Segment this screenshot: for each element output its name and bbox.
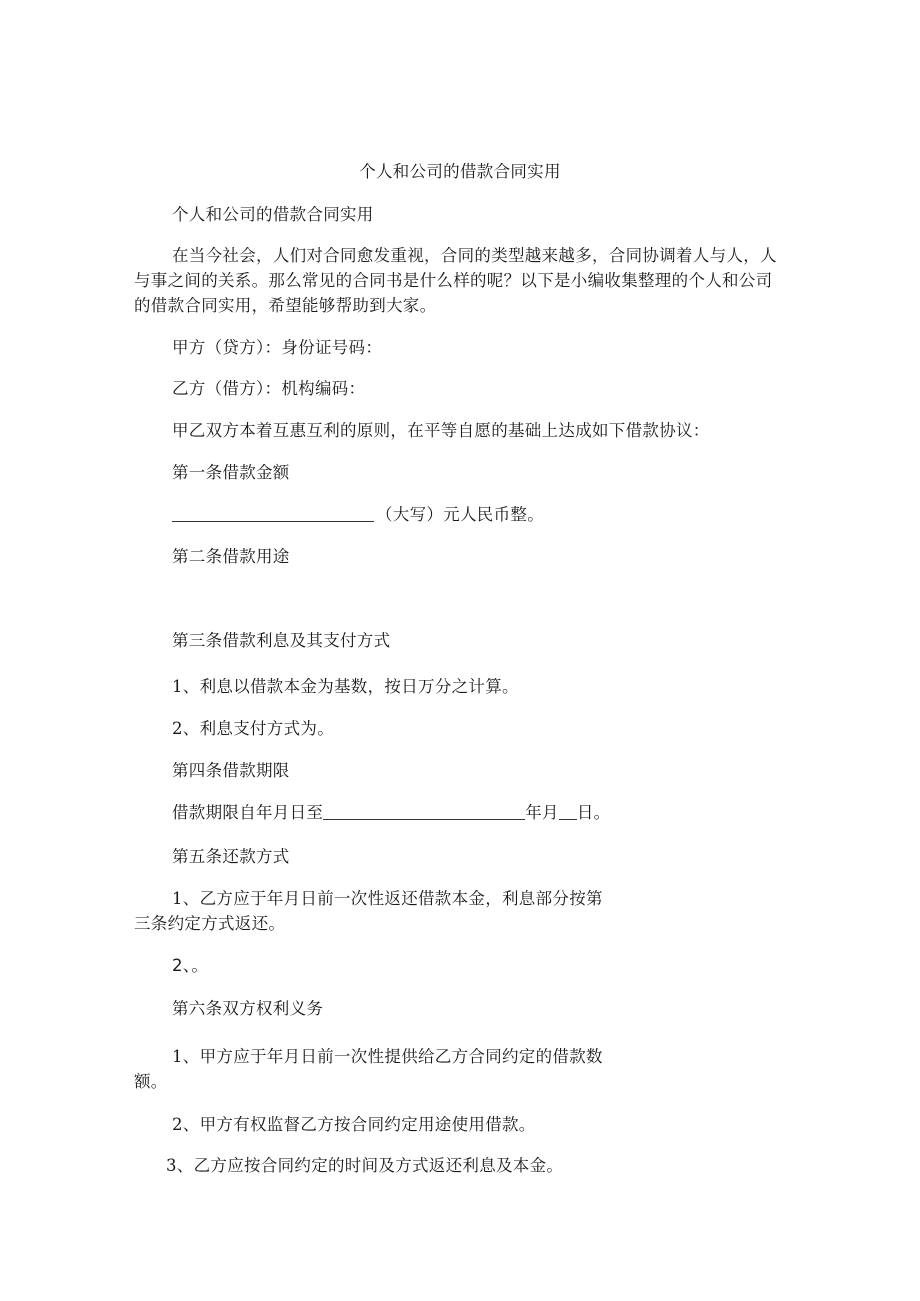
article-6-item-1-line-2: 额。 [134,1072,168,1091]
article-5-item-1-line-1: 1、乙方应于年月日前一次性返还借款本金，利息部分按第 [172,889,603,908]
term-mid: 年月 [525,803,559,822]
document-subtitle: 个人和公司的借款合同实用 [172,205,374,224]
article-4-heading: 第四条借款期限 [172,761,290,780]
amount-text: （大写）元人民币整。 [376,505,544,524]
amount-blank [172,505,374,522]
article-6-item-3: 3、乙方应按合同约定的时间及方式返还利息及本金。 [166,1156,564,1175]
article-3-item-1: 1、利息以借款本金为基数，按日万分之计算。 [172,677,519,696]
party-a-line: 甲方（贷方）：身份证号码： [172,338,383,357]
intro-line-1: 在当今社会，人们对合同愈发重视，合同的类型越来越多，合同协调着人与人，人 [172,246,777,265]
intro-line-2: 与事之间的关系。那么常见的合同书是什么样的呢？以下是小编收集整理的个人和公司 [134,271,773,290]
article-5-item-1-line-2: 三条约定方式返还。 [134,914,286,933]
article-5-item-2: 2、。 [172,956,209,975]
agreement-line: 甲乙双方本着互惠互利的原则，在平等自愿的基础上达成如下借款协议： [172,421,710,440]
party-b-line: 乙方（借方）：机构编码： [172,379,366,398]
document-title: 个人和公司的借款合同实用 [359,162,561,181]
article-2-heading: 第二条借款用途 [172,547,290,566]
term-prefix: 借款期限自年月日至 [172,803,324,822]
term-date-blank [323,803,525,820]
intro-line-3: 的借款合同实用，希望能够帮助到大家。 [134,296,437,315]
article-6-item-2: 2、甲方有权监督乙方按合同约定用途使用借款。 [172,1115,536,1134]
article-4-term-line [172,802,610,824]
article-6-item-1-line-1: 1、甲方应于年月日前一次性提供给乙方合同约定的借款数 [172,1047,603,1066]
term-day-blank [559,803,577,820]
article-3-item-2: 2、利息支付方式为。 [172,719,334,738]
article-1-heading: 第一条借款金额 [172,463,290,482]
article-1-amount-line [172,504,544,526]
term-suffix: 日。 [576,803,611,822]
article-5-heading: 第五条还款方式 [172,847,290,866]
article-6-heading: 第六条双方权利义务 [172,999,324,1018]
article-3-heading: 第三条借款利息及其支付方式 [172,631,391,650]
